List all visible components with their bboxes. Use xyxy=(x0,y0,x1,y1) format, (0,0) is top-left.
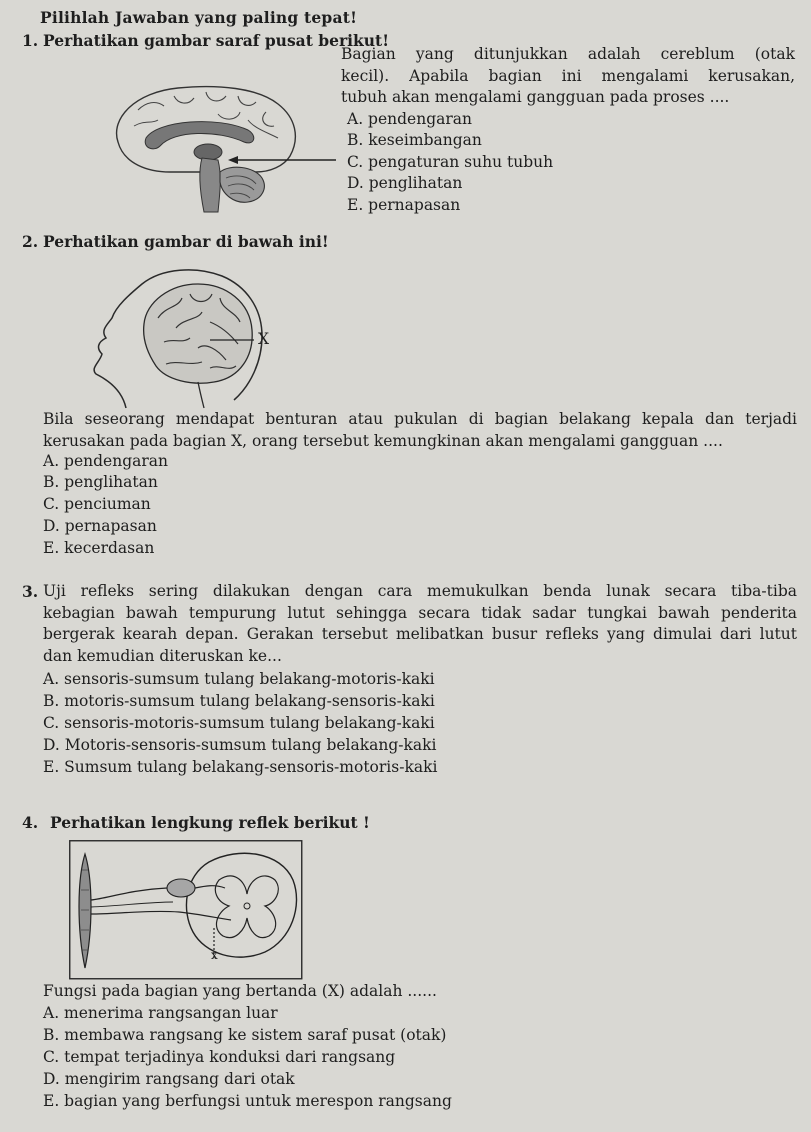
q1-brain-sagittal-illustration xyxy=(98,80,348,220)
q1-option-c[interactable]: C. pengaturan suhu tubuh xyxy=(347,153,554,171)
q2-option-e[interactable]: E. kecerdasan xyxy=(43,539,155,557)
q2-option-a[interactable]: A. pendengaran xyxy=(43,452,168,470)
q4-option-d[interactable]: D. mengirim rangsang dari otak xyxy=(43,1070,295,1088)
worksheet-instruction: Pilihlah Jawaban yang paling tepat! xyxy=(40,8,358,27)
q3-option-e[interactable]: E. Sumsum tulang belakang-sensoris-motoris-kaki xyxy=(43,758,438,776)
q2-option-d[interactable]: D. pernapasan xyxy=(43,517,157,535)
q3-option-d[interactable]: D. Motoris-sensoris-sumsum tulang belakang-kaki xyxy=(43,736,437,754)
q2-option-b[interactable]: B. penglihatan xyxy=(43,473,158,491)
q3-option-b[interactable]: B. motoris-sumsum tulang belakang-sensoris-kaki xyxy=(43,692,435,710)
q4-option-e[interactable]: E. bagian yang berfungsi untuk merespon rangsang xyxy=(43,1092,452,1110)
q1-prompt: Perhatikan gambar saraf pusat berikut! xyxy=(43,31,390,50)
q2-label-x: X xyxy=(258,330,270,348)
q3-option-c[interactable]: C. sensoris-motoris-sumsum tulang belakang-kaki xyxy=(43,714,435,732)
q1-option-b[interactable]: B. keseimbangan xyxy=(347,131,482,149)
q1-option-e[interactable]: E. pernapasan xyxy=(347,196,461,214)
q4-option-c[interactable]: C. tempat terjadinya konduksi dari rangsang xyxy=(43,1048,396,1066)
q4-reflex-arc-illustration xyxy=(69,840,303,980)
q4-stem: Fungsi pada bagian yang bertanda (X) adalah ...... xyxy=(43,982,437,1000)
q1-number: 1. xyxy=(22,31,39,50)
q3-option-a[interactable]: A. sensoris-sumsum tulang belakang-motoris-kaki xyxy=(43,670,435,688)
q2-number: 2. xyxy=(22,232,39,251)
q2-prompt: Perhatikan gambar di bawah ini! xyxy=(43,232,329,251)
q4-option-b[interactable]: B. membawa rangsang ke sistem saraf pusat (otak) xyxy=(43,1026,447,1044)
q3-number: 3. xyxy=(22,582,39,601)
q2-head-brain-illustration xyxy=(86,268,276,410)
q2-option-c[interactable]: C. penciuman xyxy=(43,495,151,513)
q4-number: 4. xyxy=(22,813,39,832)
q3-stem: Uji refleks sering dilakukan dengan cara memukulkan benda lunak secara tiba-tiba kebagian bawah tempurung lutut sehingga secara tidak sadar tungkai bawah penderita bergerak kearah depan. Gerakan tersebut melibatkan busur refleks yang dimulai dari lutut dan kemudian diteruskan ke... xyxy=(43,582,797,665)
q2-stem: Bila seseorang mendapat benturan atau pukulan di bagian belakang kepala dan terjadi kerusakan pada bagian X, orang tersebut kemungkinan akan mengalami gangguan .... xyxy=(43,410,797,450)
q1-option-a[interactable]: A. pendengaran xyxy=(347,110,472,128)
q4-prompt: Perhatikan lengkung reflek berikut ! xyxy=(50,813,370,832)
q1-stem: Bagian yang ditunjukkan adalah cereblum (otak kecil). Apabila bagian ini mengalami kerusakan, tubuh akan mengalami gangguan pada proses .... xyxy=(341,45,795,106)
q4-label-x: x xyxy=(211,948,218,962)
q1-option-d[interactable]: D. penglihatan xyxy=(347,174,463,192)
q4-option-a[interactable]: A. menerima rangsangan luar xyxy=(43,1004,278,1022)
